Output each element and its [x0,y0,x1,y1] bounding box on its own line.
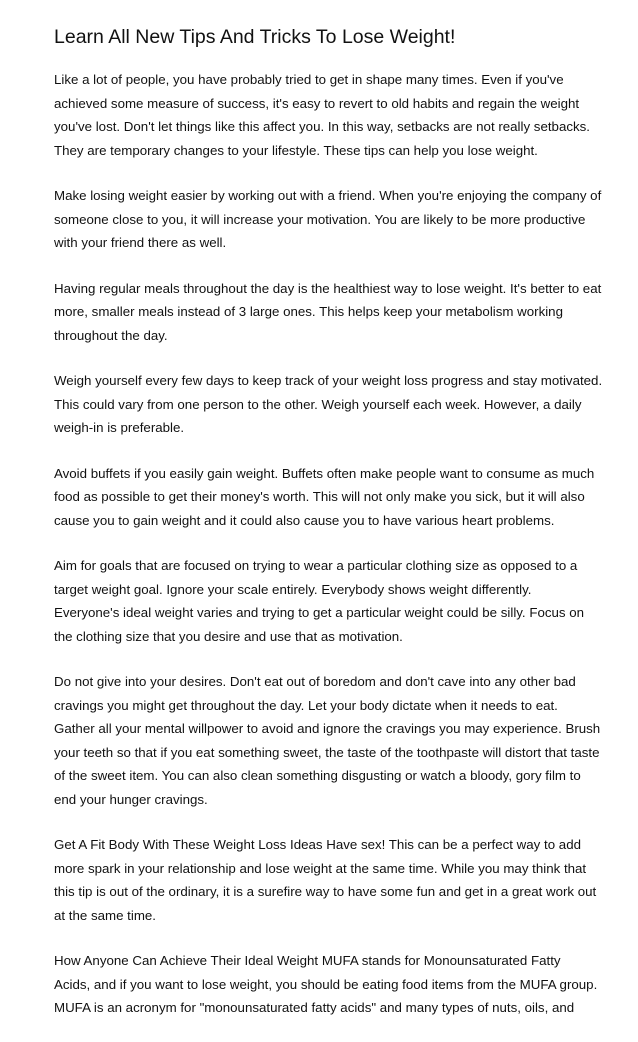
text-line: Acids, and if you want to lose weight, you should be eating food items from the MUFA group. [54,976,598,992]
text-line: at the same time. [54,907,156,923]
text-line: achieved some measure of success, it's easy to revert to old habits and regain the weight [54,95,580,111]
text-line: Aim for goals that are focused on trying to wear a particular clothing size as opposed to a [54,558,578,573]
text-line: Get A Fit Body With These Weight Loss Ideas Have sex! This can be a perfect way to add [54,837,581,852]
paragraph [54,68,590,162]
text-line: throughout the day. [54,327,168,343]
text-line: cravings you might get throughout the day. Let your body dictate when it needs to eat. [54,697,558,713]
text-line: someone close to you, it will increase your motivation. You are likely to be more productive [54,211,586,227]
text-line: weigh-in is preferable. [54,420,185,435]
text-line: end your hunger cravings. [54,791,208,807]
text-line: Weigh yourself every few days to keep track of your weight loss progress and stay motivated. [54,373,603,388]
text-line: food as possible to get their money's worth. This will not only make you sick, but it will also [54,489,585,504]
text-line: Avoid buffets if you easily gain weight. Buffets often make people want to consume as much [54,465,595,481]
paragraph [54,833,597,927]
document-page [54,24,603,1042]
paragraph [54,277,602,348]
text-line: cause you to gain weight and it could also cause you to have various heart problems. [54,512,555,528]
text-line: They are temporary changes to your lifestyle. These tips can help you lose weight. [54,142,538,158]
text-line: Having regular meals throughout the day is the healthiest way to lose weight. It's better to eat [54,280,602,296]
text-line: the clothing size that you desire and use that as motivation. [54,628,403,644]
paragraph [54,554,590,648]
page-title: Learn All New Tips And Tricks To Lose Weight! [54,26,456,48]
text-line: MUFA is an acronym for "monounsaturated fatty acids" and many types of nuts, oils, and [54,1000,575,1015]
text-line: Like a lot of people, you have probably tried to get in shape many times. Even if you've [54,72,564,87]
text-line: How Anyone Can Achieve Their Ideal Weight MUFA stands for Monounsaturated Fatty [54,953,561,968]
text-line: this tip is out of the ordinary, it is a surefire way to have some fun and get in a great work out [54,884,597,899]
text-line: more spark in your relationship and lose weight at the same time. While you may think that [54,860,587,876]
text-line: of the sweet item. You can also clean something disgusting or watch a bloody, gory film to [54,768,581,783]
text-line: with your friend there as well. [54,235,227,250]
text-line: more, smaller meals instead of 3 large ones. This helps keep your metabolism working [54,304,563,319]
paragraph [54,462,595,533]
text-line: Everyone's ideal weight varies and trying to get a particular weight could be silly. Focus on [54,605,585,620]
paragraph [54,949,598,1020]
text-line: This could vary from one person to the other. Weigh yourself each week. However, a daily [54,396,582,412]
text-line: target weight goal. Ignore your scale entirely. Everybody shows weight differently. [54,581,532,597]
paragraph [54,670,601,811]
text-line: you've lost. Don't let things like this affect you. In this way, setbacks are not really setbacks. [54,119,590,134]
text-line: your teeth so that if you eat something sweet, the taste of the toothpaste will distort that taste [54,744,600,760]
document-body [54,68,603,1020]
paragraph [54,369,603,440]
text-line: Make losing weight easier by working out with a friend. When you're enjoying the company of [54,188,602,203]
text-line: Do not give into your desires. Don't eat out of boredom and don't cave into any other bad [54,674,576,689]
text-line: Gather all your mental willpower to avoid and ignore the cravings you may experience. Brush [54,721,601,736]
paragraph [54,184,602,255]
